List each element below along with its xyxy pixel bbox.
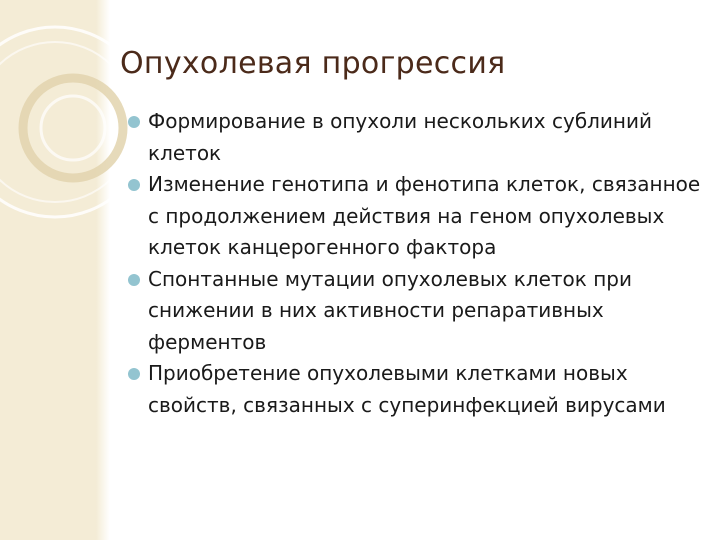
bullet-text: Изменение генотипа и фенотипа клеток, связанное с продолжением действия на геном опухолевых клеток канцерогенного фактора	[148, 172, 701, 259]
bullet-list	[126, 106, 706, 421]
bullet-circle-icon	[128, 368, 140, 380]
slide-title: Опухолевая прогрессия	[120, 46, 506, 81]
bullet-text: Формирование в опухоли нескольких сублиний клеток	[148, 109, 653, 165]
bullet-circle-icon	[128, 116, 140, 128]
small-ring-inner	[41, 96, 105, 160]
bullet-item	[126, 169, 706, 264]
bullet-item	[126, 264, 706, 359]
bullet-item	[126, 106, 706, 169]
small-ring-outer	[23, 78, 123, 178]
bullet-text: Приобретение опухолевыми клетками новых свойств, связанных с суперинфекцией вирусами	[148, 361, 666, 417]
bullet-circle-icon	[128, 179, 140, 191]
bullet-item	[126, 358, 706, 421]
bullet-text: Спонтанные мутации опухолевых клеток при снижении в них активности репаративных ферментов	[148, 266, 633, 354]
bullet-circle-icon	[128, 274, 140, 286]
